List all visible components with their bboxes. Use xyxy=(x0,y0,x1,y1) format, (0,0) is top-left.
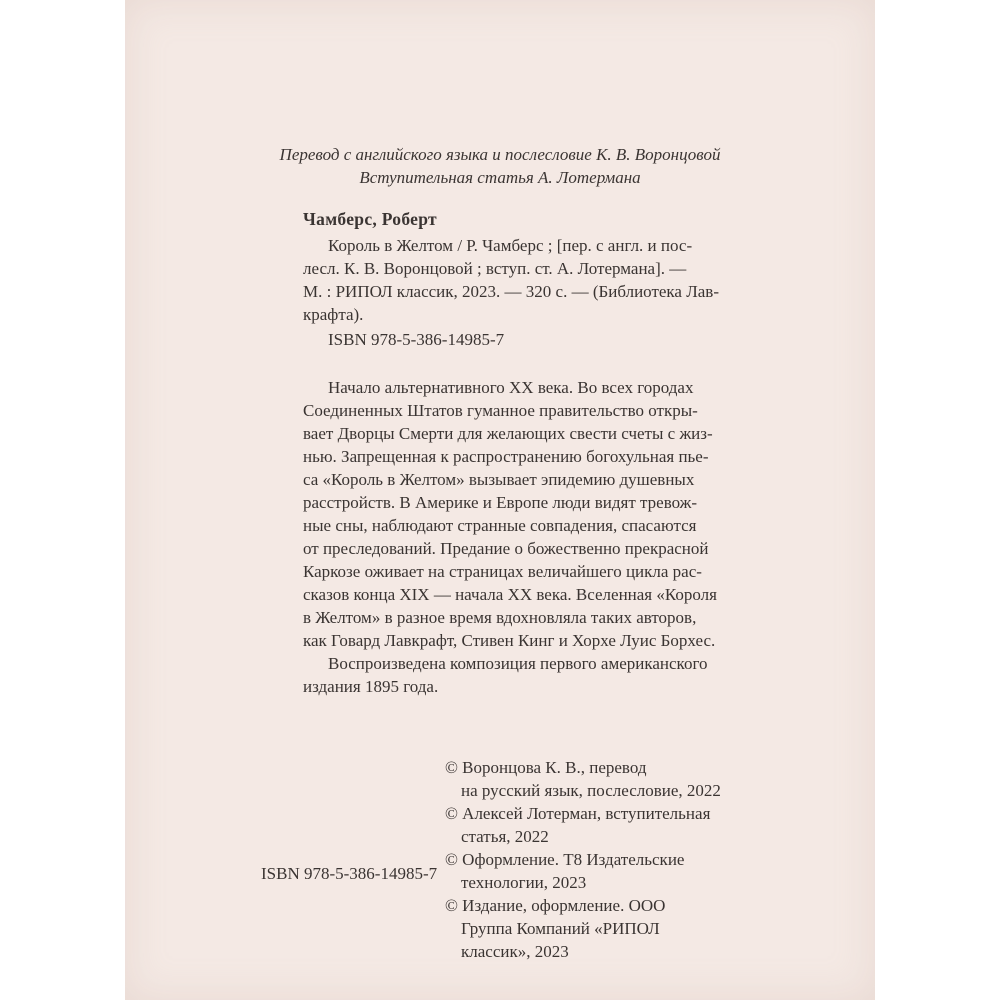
annotation-line: издания 1895 года. xyxy=(303,677,439,696)
credit-line-introduction: Вступительная статья А. Лотермана xyxy=(359,168,641,187)
bibliographic-record xyxy=(303,234,723,326)
annotation-line: от преследований. Предание о божественно прекрасной xyxy=(303,539,709,558)
isbn-bottom: ISBN 978-5-386-14985-7 xyxy=(261,864,438,883)
annotation-line: нью. Запрещенная к распространению богохульная пье- xyxy=(303,447,709,466)
copyright-line: © Алексей Лотерман, вступительная xyxy=(445,804,711,823)
annotation-line: Каркозе оживает на страницах величайшего цикла рас- xyxy=(303,562,702,581)
annotation-line: са «Король в Желтом» вызывает эпидемию душевных xyxy=(303,470,695,489)
annotation-line: расстройств. В Америке и Европе люди видят тревож- xyxy=(303,493,698,512)
translation-credits xyxy=(125,143,875,189)
annotation-line: вает Дворцы Смерти для желающих свести счеты с жиз- xyxy=(303,424,713,443)
annotation-line: ные сны, наблюдают странные совпадения, спасаются xyxy=(303,516,697,535)
credit-line-translation: Перевод с английского языка и послесловие К. В. Воронцовой xyxy=(279,145,721,164)
annotation-line: сказов конца XIX — начала XX века. Вселенная «Короля xyxy=(303,585,717,604)
copyright-line: статья, 2022 xyxy=(461,827,549,846)
biblio-line: лесл. К. В. Воронцовой ; вступ. ст. А. Лотермана]. — xyxy=(303,259,687,278)
annotation-line: как Говард Лавкрафт, Стивен Кинг и Хорхе Луис Борхес. xyxy=(303,631,716,650)
copyright-line: © Оформление. Т8 Издательские xyxy=(445,850,685,869)
copyright-line: © Издание, оформление. ООО xyxy=(445,896,666,915)
copyright-line: © Воронцова К. В., перевод xyxy=(445,758,647,777)
annotation-line: Начало альтернативного XX века. Во всех городах xyxy=(328,378,694,397)
annotation-line: Воспроизведена композиция первого американского xyxy=(328,654,708,673)
biblio-line: М. : РИПОЛ классик, 2023. — 320 с. — (Библиотека Лав- xyxy=(303,282,719,301)
copyright-block xyxy=(445,756,745,963)
copyright-line: классик», 2023 xyxy=(461,942,569,961)
annotation-line: в Желтом» в разное время вдохновляла таких авторов, xyxy=(303,608,697,627)
isbn-top: ISBN 978-5-386-14985-7 xyxy=(328,330,505,349)
copyright-line: на русский язык, послесловие, 2022 xyxy=(461,781,721,800)
book-page xyxy=(125,0,875,1000)
biblio-line: Король в Желтом / Р. Чамберс ; [пер. с англ. и пос- xyxy=(328,236,693,255)
copyright-line: технологии, 2023 xyxy=(461,873,587,892)
copyright-line: Группа Компаний «РИПОЛ xyxy=(461,919,660,938)
biblio-line: крафта). xyxy=(303,305,364,324)
annotation-line: Соединенных Штатов гуманное правительство откры- xyxy=(303,401,698,420)
author-heading: Чамберс, Роберт xyxy=(303,209,437,229)
annotation xyxy=(303,376,723,698)
